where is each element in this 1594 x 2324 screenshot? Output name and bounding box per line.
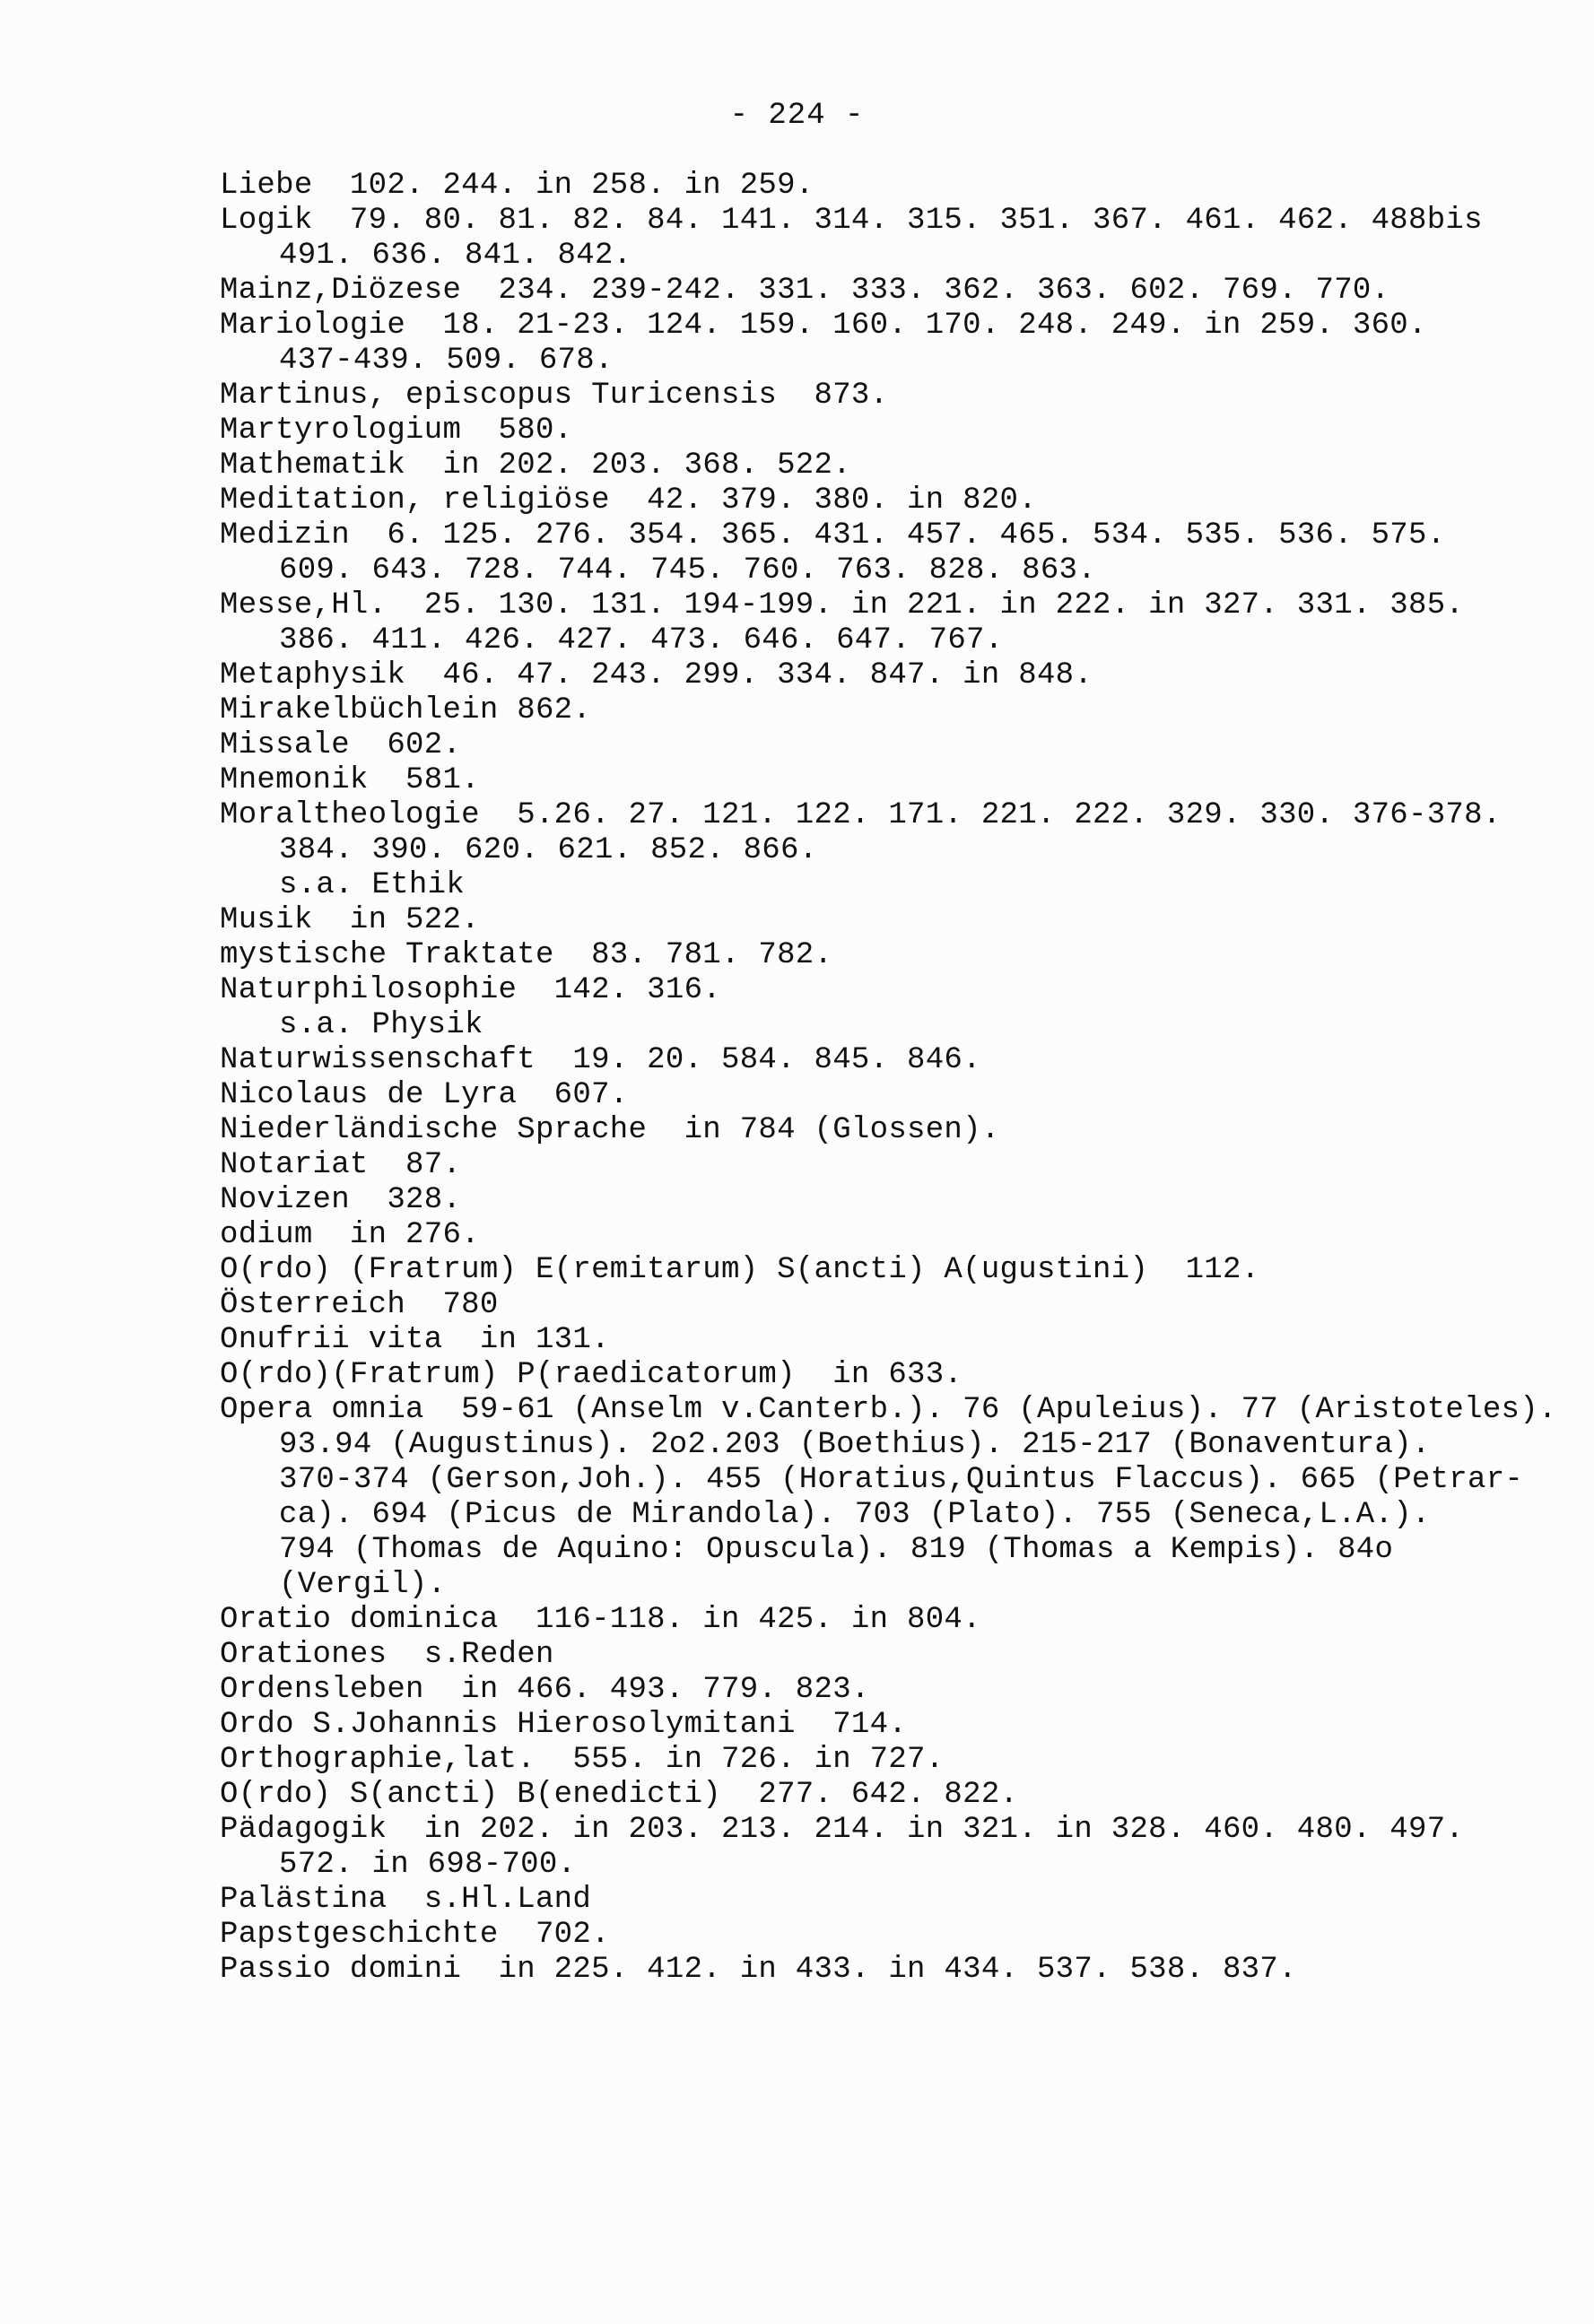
index-entry-continuation: 794 (Thomas de Aquino: Opuscula). 819 (Thomas a Kempis). 84o xyxy=(279,1533,1394,1567)
index-entry: mystische Traktate 83. 781. 782. xyxy=(220,938,833,972)
index-entry: Niederländische Sprache in 784 (Glossen). xyxy=(220,1113,1000,1147)
index-entry: Moraltheologie 5.26. 27. 121. 122. 171. 221. 222. 329. 330. 376-378. xyxy=(220,798,1502,832)
index-entry: Mirakelbüchlein 862. xyxy=(220,693,592,727)
index-entry: Novizen 328. xyxy=(220,1183,462,1217)
index-entry: Palästina s.Hl.Land xyxy=(220,1883,592,1917)
index-entry-continuation: (Vergil). xyxy=(279,1568,447,1602)
index-entry: Österreich 780 xyxy=(220,1288,499,1322)
index-entry-continuation: 386. 411. 426. 427. 473. 646. 647. 767. xyxy=(279,623,1004,657)
index-entry: Notariat 87. xyxy=(220,1148,462,1182)
index-entry: Naturwissenschaft 19. 20. 584. 845. 846. xyxy=(220,1043,981,1077)
page-number: - 224 - xyxy=(729,99,865,133)
index-entry: Mnemonik 581. xyxy=(220,763,480,797)
index-entry: Meditation, religiöse 42. 379. 380. in 820. xyxy=(220,483,1037,518)
index-entry-continuation: 572. in 698-700. xyxy=(279,1848,577,1882)
index-entry: Musik in 522. xyxy=(220,903,480,937)
index-entry: O(rdo) S(ancti) B(enedicti) 277. 642. 822. xyxy=(220,1778,1019,1812)
index-entry: Ordo S.Johannis Hierosolymitani 714. xyxy=(220,1708,908,1742)
index-entry: Passio domini in 225. 412. in 433. in 434. 537. 538. 837. xyxy=(220,1953,1297,1987)
index-entries xyxy=(220,169,1556,1988)
index-entry-continuation: 609. 643. 728. 744. 745. 760. 763. 828. 863. xyxy=(279,553,1096,588)
index-entry: Mariologie 18. 21-23. 124. 159. 160. 170. 248. 249. in 259. 360. xyxy=(220,309,1427,343)
index-entry-continuation: s.a. Ethik xyxy=(279,868,466,902)
index-entry: Messe,Hl. 25. 130. 131. 194-199. in 221. in 222. in 327. 331. 385. xyxy=(220,588,1465,622)
index-entry: Medizin 6. 125. 276. 354. 365. 431. 457. 465. 534. 535. 536. 575. xyxy=(220,518,1446,553)
index-entry: O(rdo)(Fratrum) P(raedicatorum) in 633. xyxy=(220,1358,963,1392)
index-entry: Orthographie,lat. 555. in 726. in 727. xyxy=(220,1743,945,1777)
index-entry: Orationes s.Reden xyxy=(220,1638,554,1672)
index-entry: Mathematik in 202. 203. 368. 522. xyxy=(220,448,851,483)
index-entry: odium in 276. xyxy=(220,1218,480,1252)
index-entry: Logik 79. 80. 81. 82. 84. 141. 314. 315. 351. 367. 461. 462. 488bis xyxy=(220,204,1483,238)
index-entry: Papstgeschichte 702. xyxy=(220,1918,610,1952)
index-entry-continuation: 93.94 (Augustinus). 2o2.203 (Boethius). 215-217 (Bonaventura). xyxy=(279,1428,1431,1462)
index-entry-continuation: 370-374 (Gerson,Joh.). 455 (Horatius,Quintus Flaccus). 665 (Petrar- xyxy=(279,1463,1524,1497)
index-entry: Naturphilosophie 142. 316. xyxy=(220,973,721,1007)
index-entry-continuation: 491. 636. 841. 842. xyxy=(279,239,632,273)
index-entry: Martinus, episcopus Turicensis 873. xyxy=(220,379,889,413)
index-entry-continuation: s.a. Physik xyxy=(279,1008,483,1042)
index-entry: Metaphysik 46. 47. 243. 299. 334. 847. in 848. xyxy=(220,658,1093,692)
index-entry-continuation: ca). 694 (Picus de Mirandola). 703 (Plato). 755 (Seneca,L.A.). xyxy=(279,1498,1431,1532)
index-entry-continuation: 437-439. 509. 678. xyxy=(279,344,614,378)
index-entry: Martyrologium 580. xyxy=(220,413,573,448)
index-entry-continuation: 384. 390. 620. 621. 852. 866. xyxy=(279,833,818,867)
index-entry: Nicolaus de Lyra 607. xyxy=(220,1078,629,1112)
index-entry: Liebe 102. 244. in 258. in 259. xyxy=(220,169,814,203)
index-entry: Pädagogik in 202. in 203. 213. 214. in 321. in 328. 460. 480. 497. xyxy=(220,1813,1465,1847)
index-entry: Missale 602. xyxy=(220,728,462,762)
index-entry: Oratio dominica 116-118. in 425. in 804. xyxy=(220,1603,981,1637)
index-entry: Mainz,Diözese 234. 239-242. 331. 333. 362. 363. 602. 769. 770. xyxy=(220,274,1390,308)
index-entry: Ordensleben in 466. 493. 779. 823. xyxy=(220,1673,870,1707)
index-entry: Opera omnia 59-61 (Anselm v.Canterb.). 76 (Apuleius). 77 (Aristoteles). xyxy=(220,1393,1557,1427)
index-entry: Onufrii vita in 131. xyxy=(220,1323,610,1357)
index-entry: O(rdo) (Fratrum) E(remitarum) S(ancti) A(ugustini) 112. xyxy=(220,1253,1260,1287)
